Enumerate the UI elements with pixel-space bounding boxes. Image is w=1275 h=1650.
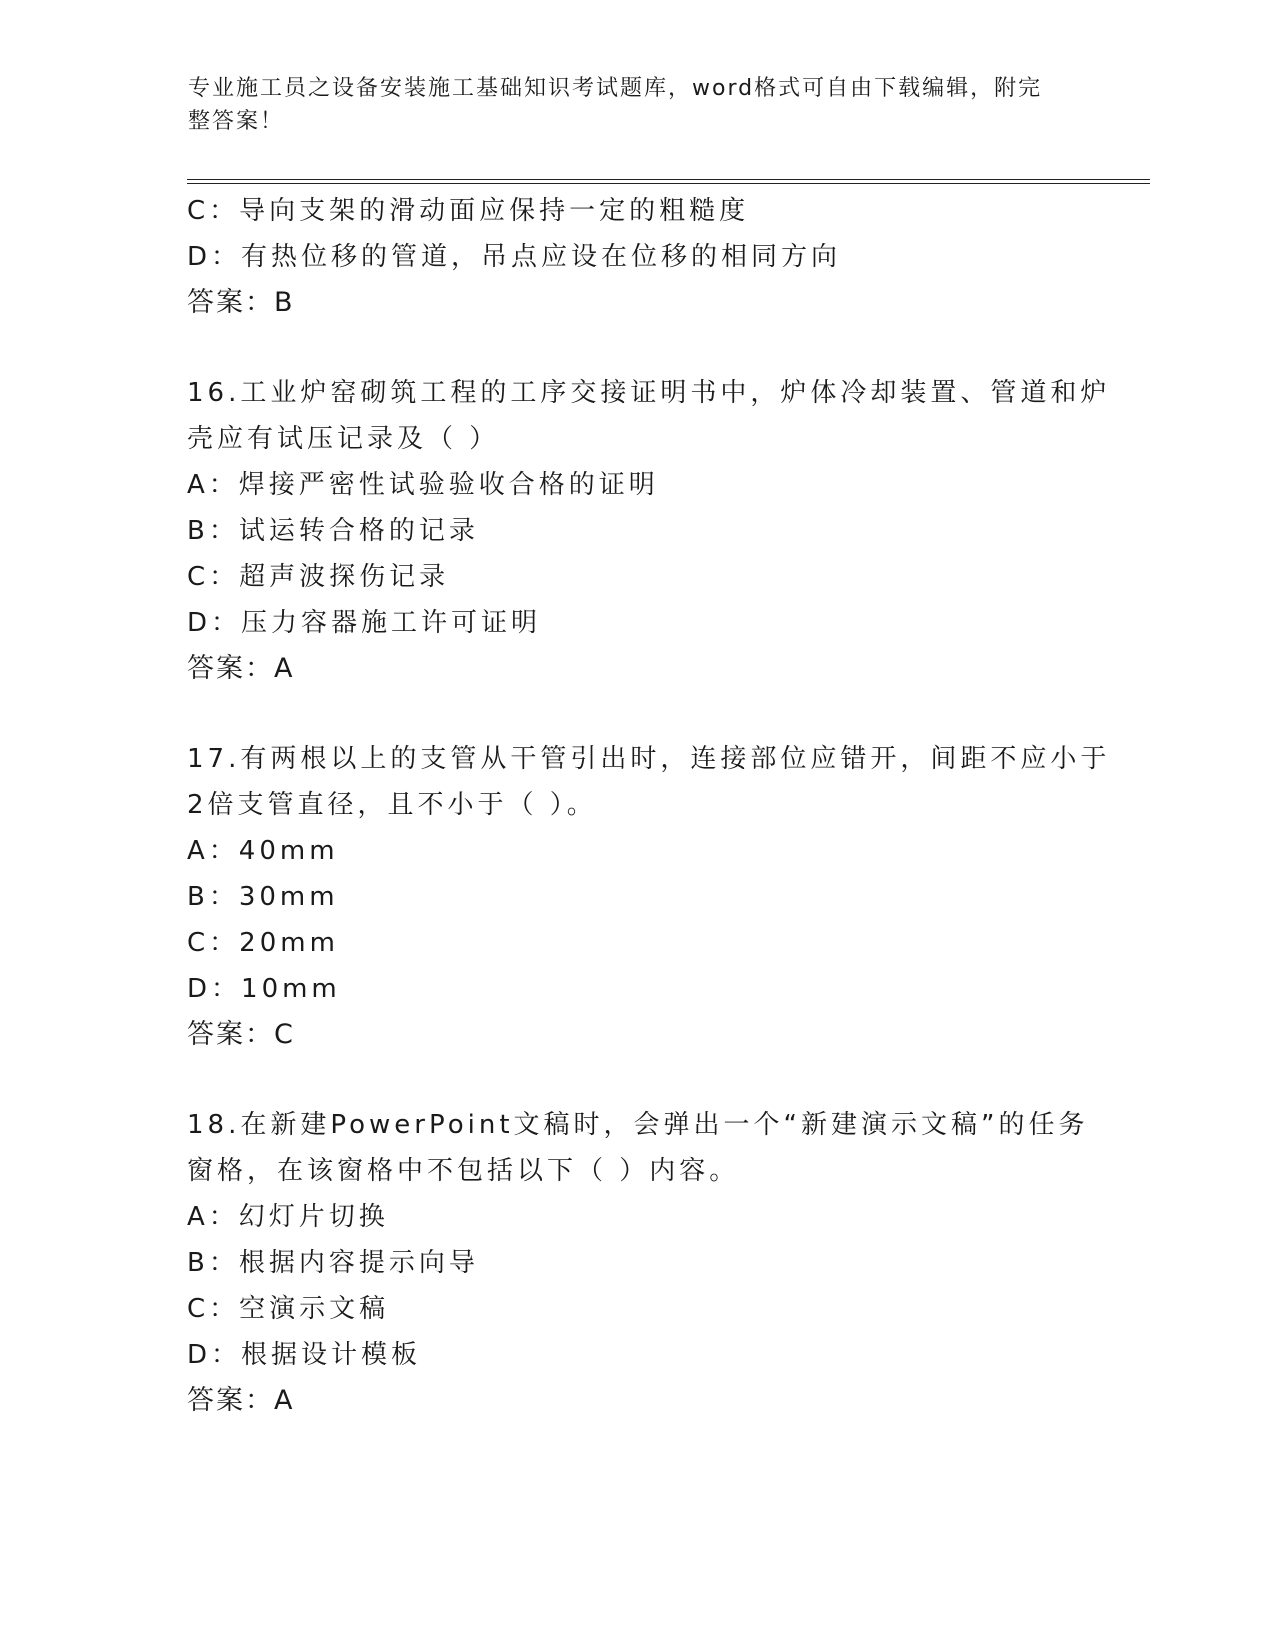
question-stem-line: 18.在新建PowerPoint文稿时，会弹出一个“新建演示文稿”的任务	[187, 1110, 1089, 1140]
option-b: B：30mm	[187, 882, 339, 912]
header-line-1: 专业施工员之设备安装施工基础知识考试题库，word格式可自由下载编辑，附完	[188, 76, 1043, 101]
question-stem-line: 2倍支管直径，且不小于（ ）。	[187, 790, 597, 820]
answer: 答案：A	[187, 653, 295, 684]
option-b: B：试运转合格的记录	[187, 516, 479, 546]
option-a: A：幻灯片切换	[187, 1202, 389, 1232]
option-c: C：20mm	[187, 928, 339, 958]
option-d: D：压力容器施工许可证明	[187, 608, 542, 638]
question-stem-line: 17.有两根以上的支管从干管引出时，连接部位应错开，间距不应小于	[187, 744, 1111, 774]
question-stem-line: 窗格，在该窗格中不包括以下（ ）内容。	[187, 1156, 740, 1186]
option-a: A：40mm	[187, 836, 339, 866]
answer: 答案：B	[187, 287, 295, 318]
question-17	[187, 736, 1111, 1058]
option-d: D：有热位移的管道，吊点应设在位移的相同方向	[187, 242, 842, 272]
option-b: B：根据内容提示向导	[187, 1248, 479, 1278]
question-stem-line: 16.工业炉窑砌筑工程的工序交接证明书中，炉体冷却装置、管道和炉	[187, 378, 1111, 408]
question-15-tail	[187, 188, 1087, 326]
question-18	[187, 1102, 1087, 1424]
answer: 答案：A	[187, 1385, 295, 1416]
document-header	[188, 72, 1068, 138]
option-c: C：导向支架的滑动面应保持一定的粗糙度	[187, 196, 750, 226]
header-divider-bottom	[187, 183, 1150, 184]
header-divider-top	[187, 179, 1150, 180]
header-line-2: 整答案！	[188, 109, 285, 134]
document-body	[187, 188, 1111, 1424]
option-c: C：空演示文稿	[187, 1294, 390, 1324]
option-c: C：超声波探伤记录	[187, 562, 450, 592]
answer: 答案：C	[187, 1019, 295, 1050]
option-d: D：根据设计模板	[187, 1340, 422, 1370]
option-a: A：焊接严密性试验验收合格的证明	[187, 470, 659, 500]
option-d: D：10mm	[187, 974, 341, 1004]
question-stem-line: 壳应有试压记录及（ ）	[187, 424, 500, 454]
question-16	[187, 370, 1111, 692]
